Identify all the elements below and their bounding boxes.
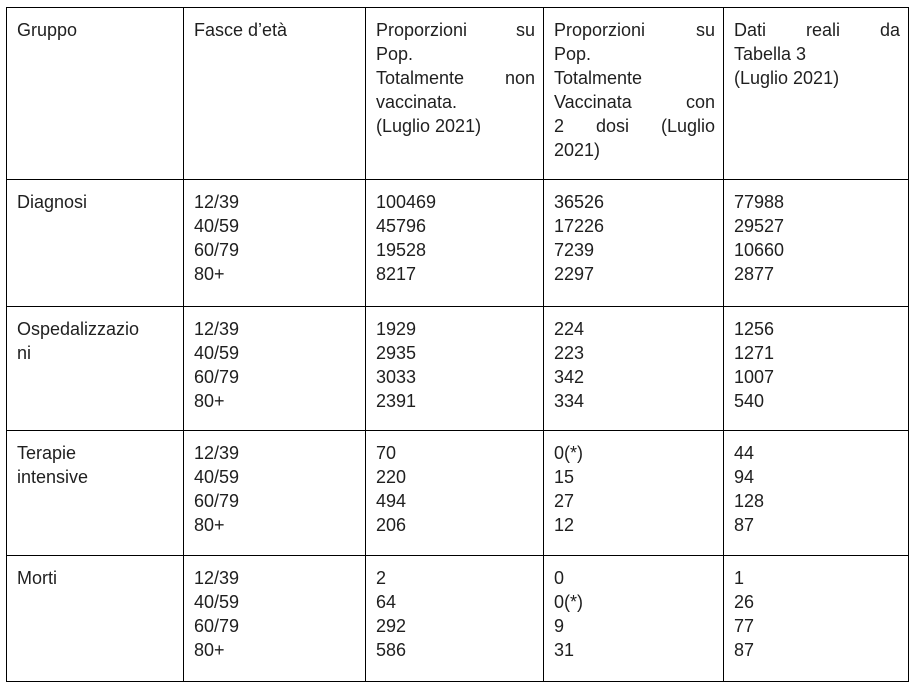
header-line: Totalmente non: [376, 68, 535, 88]
value: 36526: [554, 192, 605, 212]
age-value: 40/59: [194, 592, 240, 612]
age-value: 40/59: [194, 216, 240, 236]
age-value: 60/79: [194, 240, 240, 260]
header-vaccinata: [544, 8, 724, 180]
value: 0(*): [554, 443, 584, 463]
value: 70: [376, 443, 397, 463]
header-line: Dati reali da: [734, 20, 900, 40]
non-vaccinata-cell: [366, 180, 544, 307]
age-value: 80+: [194, 640, 225, 660]
value: 2: [376, 568, 387, 588]
value: 1256: [734, 319, 775, 339]
value: 1929: [376, 319, 417, 339]
value: 10660: [734, 240, 785, 260]
table-row: [7, 431, 909, 556]
value: 87: [734, 515, 755, 535]
value: 1007: [734, 367, 775, 387]
group-label: Terapie: [17, 443, 77, 463]
dati-reali-cell: [724, 180, 909, 307]
value: 224: [554, 319, 585, 339]
value: 8217: [376, 264, 417, 284]
value: 77: [734, 616, 755, 636]
value: 128: [734, 491, 765, 511]
dati-reali-cell: [724, 431, 909, 556]
age-value: 40/59: [194, 343, 240, 363]
value: 220: [376, 467, 407, 487]
age-cell: [184, 180, 366, 307]
value: 94: [734, 467, 755, 487]
header-line: Totalmente: [554, 68, 643, 88]
group-label: Morti: [17, 568, 57, 588]
table-row: [7, 307, 909, 431]
group-label: ni: [17, 343, 32, 363]
age-value: 12/39: [194, 192, 240, 212]
non-vaccinata-cell: [366, 307, 544, 431]
header-line: 2 dosi (Luglio: [554, 116, 715, 136]
value: 27: [554, 491, 575, 511]
value: 342: [554, 367, 585, 387]
age-value: 12/39: [194, 443, 240, 463]
value: 292: [376, 616, 407, 636]
age-value: 60/79: [194, 367, 240, 387]
vaccinata-cell: [544, 431, 724, 556]
dati-reali-cell: [724, 556, 909, 682]
age-cell: [184, 431, 366, 556]
group-cell: [7, 556, 184, 682]
header-non-vaccinata: [366, 8, 544, 180]
age-value: 80+: [194, 391, 225, 411]
value: 12: [554, 515, 575, 535]
value: 2877: [734, 264, 775, 284]
header-line: Gruppo: [17, 20, 78, 40]
value: 206: [376, 515, 407, 535]
group-label: Ospedalizzazio: [17, 319, 140, 339]
header-line: Pop.: [376, 44, 414, 64]
value: 17226: [554, 216, 605, 236]
header-line: Proporzioni su: [376, 20, 535, 40]
group-label: intensive: [17, 467, 89, 487]
age-value: 12/39: [194, 568, 240, 588]
vaccinata-cell: [544, 307, 724, 431]
value: 7239: [554, 240, 595, 260]
table-row: [7, 556, 909, 682]
value: 2297: [554, 264, 595, 284]
age-value: 60/79: [194, 616, 240, 636]
header-line: (Luglio 2021): [734, 68, 840, 88]
value: 87: [734, 640, 755, 660]
age-value: 80+: [194, 264, 225, 284]
age-value: 60/79: [194, 491, 240, 511]
age-value: 80+: [194, 515, 225, 535]
age-cell: [184, 307, 366, 431]
header-line: 2021): [554, 140, 601, 160]
value: 334: [554, 391, 585, 411]
group-cell: [7, 180, 184, 307]
value: 3033: [376, 367, 417, 387]
header-line: Tabella 3: [734, 44, 807, 64]
header-fasce-eta: [184, 8, 366, 180]
value: 100469: [376, 192, 437, 212]
table-header-row: [7, 8, 909, 180]
value: 31: [554, 640, 575, 660]
non-vaccinata-cell: [366, 431, 544, 556]
value: 77988: [734, 192, 785, 212]
value: 1: [734, 568, 745, 588]
table-row: [7, 180, 909, 307]
value: 494: [376, 491, 407, 511]
value: 64: [376, 592, 397, 612]
age-value: 40/59: [194, 467, 240, 487]
value: 9: [554, 616, 565, 636]
value: 586: [376, 640, 407, 660]
vaccinata-cell: [544, 180, 724, 307]
age-cell: [184, 556, 366, 682]
header-dati-reali: [724, 8, 909, 180]
value: 29527: [734, 216, 785, 236]
value: 0: [554, 568, 565, 588]
value: 2391: [376, 391, 417, 411]
header-line: (Luglio 2021): [376, 116, 482, 136]
value: 44: [734, 443, 755, 463]
dati-reali-cell: [724, 307, 909, 431]
value: 1271: [734, 343, 775, 363]
group-cell: [7, 431, 184, 556]
header-gruppo: [7, 8, 184, 180]
non-vaccinata-cell: [366, 556, 544, 682]
value: 2935: [376, 343, 417, 363]
age-value: 12/39: [194, 319, 240, 339]
header-line: Fasce d’età: [194, 20, 288, 40]
value: 26: [734, 592, 755, 612]
header-line: vaccinata.: [376, 92, 458, 112]
header-line: Vaccinata con: [554, 92, 715, 112]
header-line: Proporzioni su: [554, 20, 715, 40]
value: 15: [554, 467, 575, 487]
group-label: Diagnosi: [17, 192, 88, 212]
value: 19528: [376, 240, 427, 260]
header-line: Pop.: [554, 44, 592, 64]
value: 0(*): [554, 592, 584, 612]
group-cell: [7, 307, 184, 431]
vaccinata-cell: [544, 556, 724, 682]
value: 45796: [376, 216, 427, 236]
value: 540: [734, 391, 765, 411]
value: 223: [554, 343, 585, 363]
data-table: [6, 7, 909, 682]
